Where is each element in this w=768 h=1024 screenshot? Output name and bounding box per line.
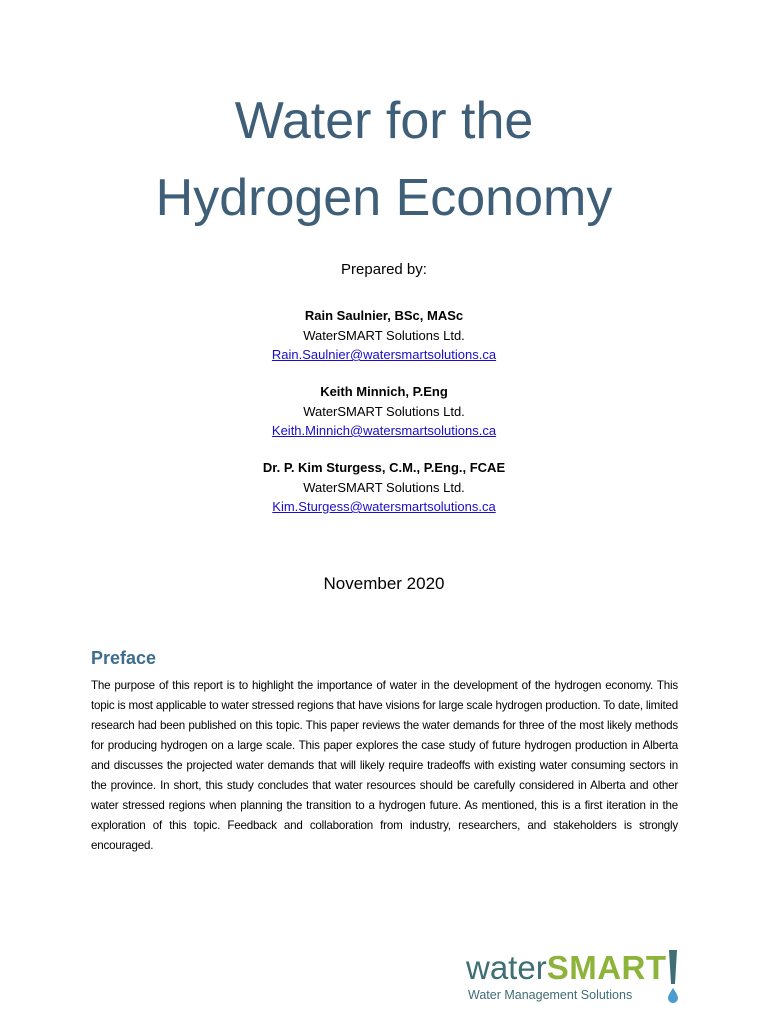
title-line-2: Hydrogen Economy (155, 169, 613, 227)
title-line-1: Water for the (234, 92, 534, 150)
preface-heading: Preface (91, 648, 157, 668)
logo-tagline: Water Management Solutions (468, 988, 633, 1002)
author-name: Keith Minnich, P.Eng (320, 384, 448, 399)
author-block (0, 306, 768, 365)
logo-wordmark (466, 948, 667, 988)
author-organization: WaterSMART Solutions Ltd. (303, 403, 465, 419)
logo-word-water: water (466, 949, 547, 986)
author-block (0, 382, 768, 441)
author-organization: WaterSMART Solutions Ltd. (303, 479, 465, 495)
prepared-by-label: Prepared by: (341, 261, 427, 278)
watersmart-logo (466, 948, 686, 1008)
author-email-link[interactable]: Keith.Minnich@watersmartsolutions.ca (271, 423, 497, 438)
logo-word-smart: SMART (546, 949, 667, 986)
author-organization: WaterSMART Solutions Ltd. (303, 327, 465, 343)
author-email-link[interactable]: Rain.Saulnier@watersmartsolutions.ca (271, 347, 497, 362)
author-name: Rain Saulnier, BSc, MASc (304, 308, 464, 323)
author-email-link[interactable]: Kim.Sturgess@watersmartsolutions.ca (272, 499, 496, 514)
publication-date: November 2020 (323, 574, 445, 593)
preface-paragraph: The purpose of this report is to highlight the importance of water in the development of the hydrogen economy. This topic is most applicable to water stressed regions that have visions for large scale hydrogen production. To date, limited research had been published on this topic. This paper reviews the water demands for three of the most likely methods for producing hydrogen on a large scale. This paper explores the case study of future hydrogen production in Alberta and discusses the projected water demands that will likely require tradeoffs with existing water consuming sectors in the province. In short, this study concludes that water resources should be carefully considered in Alberta and other water stressed regions when planning the transition to a hydrogen future. As mentioned, this is a first iteration in the exploration of this topic. Feedback and collaboration from industry, researchers, and stakeholders is strongly encouraged. (91, 679, 678, 852)
exclamation-drop-icon (665, 948, 681, 1004)
author-name: Dr. P. Kim Sturgess, C.M., P.Eng., FCAE (262, 460, 506, 475)
author-block (0, 458, 768, 517)
